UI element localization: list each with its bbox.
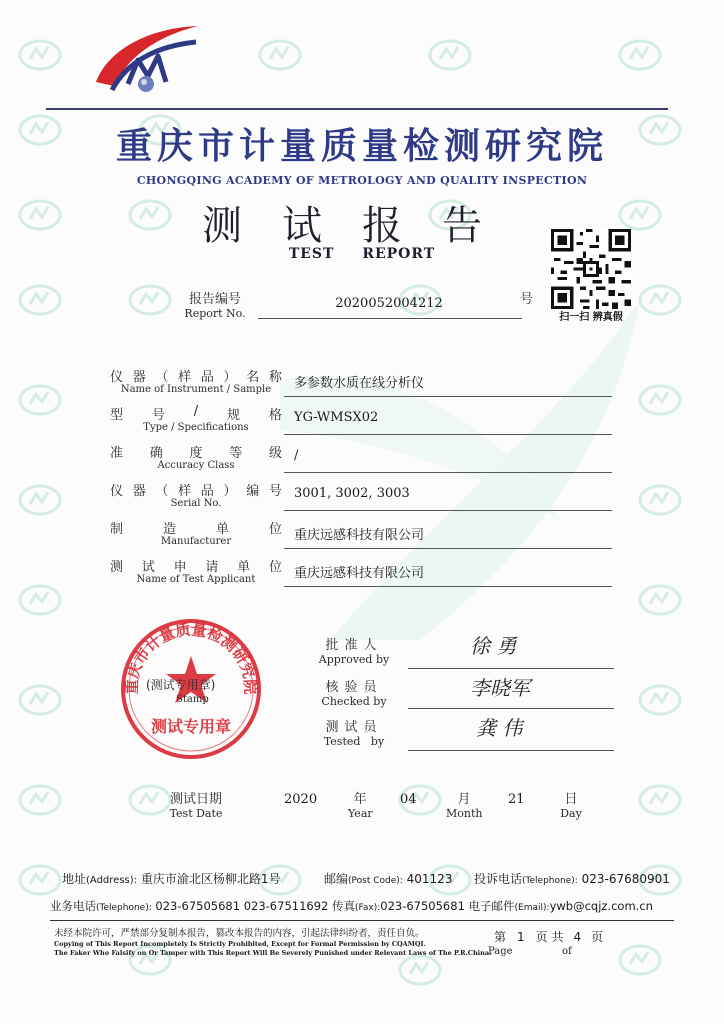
test-date-label bbox=[164, 788, 228, 820]
legal-notice-en-1: Copying of This Report Incompletely Is Strictly Prohibited, Except for Formal Permission by CQAMQI. bbox=[54, 940, 426, 948]
postcode-label-en: (Post Code): bbox=[348, 876, 403, 886]
report-no-label-cn: 报告编号 bbox=[188, 292, 241, 307]
email-label: 电子邮件 bbox=[468, 899, 515, 913]
report-no-suffix: 号 bbox=[520, 292, 534, 307]
field-label-cn: 型 号 / 规 格 bbox=[110, 404, 282, 423]
svg-text:重庆市计量质量检测研究院: 重庆市计量质量检测研究院 bbox=[122, 620, 260, 695]
approver-label-cn: 批准人 bbox=[325, 638, 383, 653]
of-label-en: of bbox=[562, 946, 572, 957]
field-label-en: Serial No. bbox=[170, 498, 222, 509]
field-value-manufacturer: 重庆远感科技有限公司 bbox=[294, 528, 425, 543]
legal-notice-en-2: The Faker Who Falsify on Or Tamper with This Report Will Be Severely Punished under Relevant Laws of The P.R.China. bbox=[54, 949, 492, 957]
day-unit-en: Day bbox=[560, 807, 582, 820]
field-value-instrument-name: 多参数水质在线分析仪 bbox=[294, 376, 425, 391]
institute-logo-icon bbox=[88, 20, 206, 106]
approver-signature: 徐 勇 bbox=[470, 634, 517, 658]
stamp-label-en: Stamp bbox=[176, 694, 209, 705]
report-no-label-en: Report No. bbox=[184, 307, 246, 320]
postcode-label: 邮编 bbox=[324, 872, 349, 886]
document-title-en: TEST REPORT bbox=[288, 246, 436, 262]
field-label-cn: 仪 器 （ 样 品 ） 编 号 bbox=[110, 484, 282, 499]
month-unit-cn: 月 bbox=[457, 792, 471, 807]
address-label: 地址 bbox=[62, 872, 87, 886]
report-no-underline bbox=[258, 318, 522, 319]
month-unit bbox=[446, 788, 482, 820]
business-label-en: (Telephone): bbox=[96, 903, 152, 913]
approver-label-en: Approved by bbox=[318, 653, 390, 666]
field-label-test-applicant bbox=[110, 556, 282, 585]
field-underline bbox=[284, 510, 612, 511]
year-unit-en: Year bbox=[348, 807, 373, 820]
report-no-label bbox=[180, 288, 250, 320]
page-prefix: 第 bbox=[494, 930, 507, 944]
field-underline bbox=[284, 472, 612, 473]
test-date-month: 04 bbox=[400, 792, 417, 807]
fax-label: 传真 bbox=[332, 899, 355, 913]
checker-label bbox=[314, 676, 394, 708]
email-value: ywb@cqjz.com.cn bbox=[549, 899, 653, 913]
institute-name-en: CHONGQING ACADEMY OF METROLOGY AND QUALITY INSPECTION bbox=[136, 174, 588, 187]
complaint-label-en: (Telephone): bbox=[522, 876, 578, 886]
page-mid: 页 共 bbox=[535, 930, 564, 944]
test-date-label-cn: 测试日期 bbox=[169, 792, 222, 807]
month-unit-en: Month bbox=[446, 807, 483, 820]
field-value-accuracy-class: / bbox=[294, 448, 299, 463]
day-unit bbox=[558, 788, 584, 820]
tester-label-cn: 测试员 bbox=[325, 720, 383, 735]
field-value-test-applicant: 重庆远感科技有限公司 bbox=[294, 566, 425, 581]
page-suffix: 页 bbox=[591, 930, 604, 944]
page-total: 4 bbox=[573, 930, 582, 944]
field-value-type-spec: YG-WMSX02 bbox=[294, 410, 379, 425]
legal-notice-cn: 未经本院许可，严禁部分复制本报告，篡改本报告的内容，引起法律纠纷者，责任自负。 bbox=[54, 928, 425, 939]
qr-caption: 扫一扫 辨真假 bbox=[559, 312, 623, 323]
field-label-cn: 制 造 单 位 bbox=[110, 522, 282, 537]
test-date-year: 2020 bbox=[284, 792, 318, 807]
field-label-instrument-name bbox=[110, 366, 282, 395]
approver-label bbox=[314, 634, 394, 666]
checker-label-cn: 核验员 bbox=[325, 680, 383, 695]
footer-postcode bbox=[324, 870, 452, 887]
stamp-label-cn: (测试专用章) bbox=[146, 678, 216, 692]
day-unit-cn: 日 bbox=[564, 792, 578, 807]
complaint-phone-value: 023-67680901 bbox=[581, 872, 670, 886]
field-label-accuracy-class bbox=[110, 442, 282, 471]
svg-text:测试专用章: 测试专用章 bbox=[150, 717, 232, 736]
tester-signature: 龚 伟 bbox=[476, 716, 523, 740]
approver-underline bbox=[408, 668, 614, 669]
page-numbering bbox=[494, 928, 603, 945]
field-label-cn: 准 确 度 等 级 bbox=[110, 446, 282, 461]
tester-label bbox=[314, 716, 394, 748]
page-label-en: Page bbox=[488, 946, 513, 957]
checker-label-en: Checked by bbox=[321, 695, 387, 708]
test-date-day: 21 bbox=[508, 792, 525, 807]
footer-complaint-phone bbox=[474, 870, 670, 887]
checker-signature: 李晓军 bbox=[470, 676, 530, 700]
field-label-cn: 测 试 申 请 单 位 bbox=[110, 560, 282, 575]
tester-underline bbox=[408, 750, 614, 751]
email-label-en: (Email): bbox=[514, 903, 550, 913]
year-unit-cn: 年 bbox=[353, 792, 367, 807]
field-underline bbox=[284, 548, 612, 549]
fax-label-en: (Fax): bbox=[355, 903, 381, 913]
report-no-value: 2020052004212 bbox=[335, 296, 443, 311]
address-value: 重庆市渝北区杨柳北路1号 bbox=[140, 872, 281, 886]
footer-rule bbox=[50, 920, 674, 921]
checker-underline bbox=[408, 708, 614, 709]
field-label-en: Type / Specifications bbox=[143, 422, 249, 433]
business-label: 业务电话 bbox=[50, 899, 96, 913]
institute-name-cn: 重庆市计量质量检测研究院 bbox=[115, 126, 608, 167]
field-label-en: Name of Test Applicant bbox=[136, 574, 256, 585]
field-underline bbox=[284, 434, 612, 435]
fax-value: 023-67505681 bbox=[380, 899, 465, 913]
footer-business-line bbox=[50, 898, 653, 914]
tester-label-en: Tested by bbox=[323, 735, 385, 748]
header-rule bbox=[46, 108, 668, 110]
year-unit bbox=[348, 788, 372, 820]
field-label-manufacturer bbox=[110, 518, 282, 547]
complaint-label: 投诉电话 bbox=[474, 872, 523, 886]
field-label-en: Manufacturer bbox=[160, 536, 232, 547]
address-label-en: (Address): bbox=[86, 875, 138, 886]
field-label-serial-no bbox=[110, 480, 282, 509]
field-underline bbox=[284, 396, 612, 397]
footer-address-line bbox=[62, 870, 280, 887]
field-label-type-spec bbox=[110, 404, 282, 433]
document-title-cn: 测试报告 bbox=[202, 203, 522, 249]
field-underline bbox=[284, 586, 612, 587]
business-phones: 023-67505681 023-67511692 bbox=[155, 899, 329, 913]
field-label-en: Accuracy Class bbox=[157, 460, 235, 471]
test-date-label-en: Test Date bbox=[169, 807, 223, 820]
field-value-serial-no: 3001, 3002, 3003 bbox=[294, 486, 410, 501]
postcode-value: 401123 bbox=[406, 872, 453, 886]
page-current: 1 bbox=[517, 930, 525, 944]
field-label-cn: 仪 器 （ 样 品 ） 名 称 bbox=[110, 370, 282, 385]
field-label-en: Name of Instrument / Sample bbox=[120, 384, 272, 395]
qr-code-icon[interactable] bbox=[551, 229, 631, 309]
